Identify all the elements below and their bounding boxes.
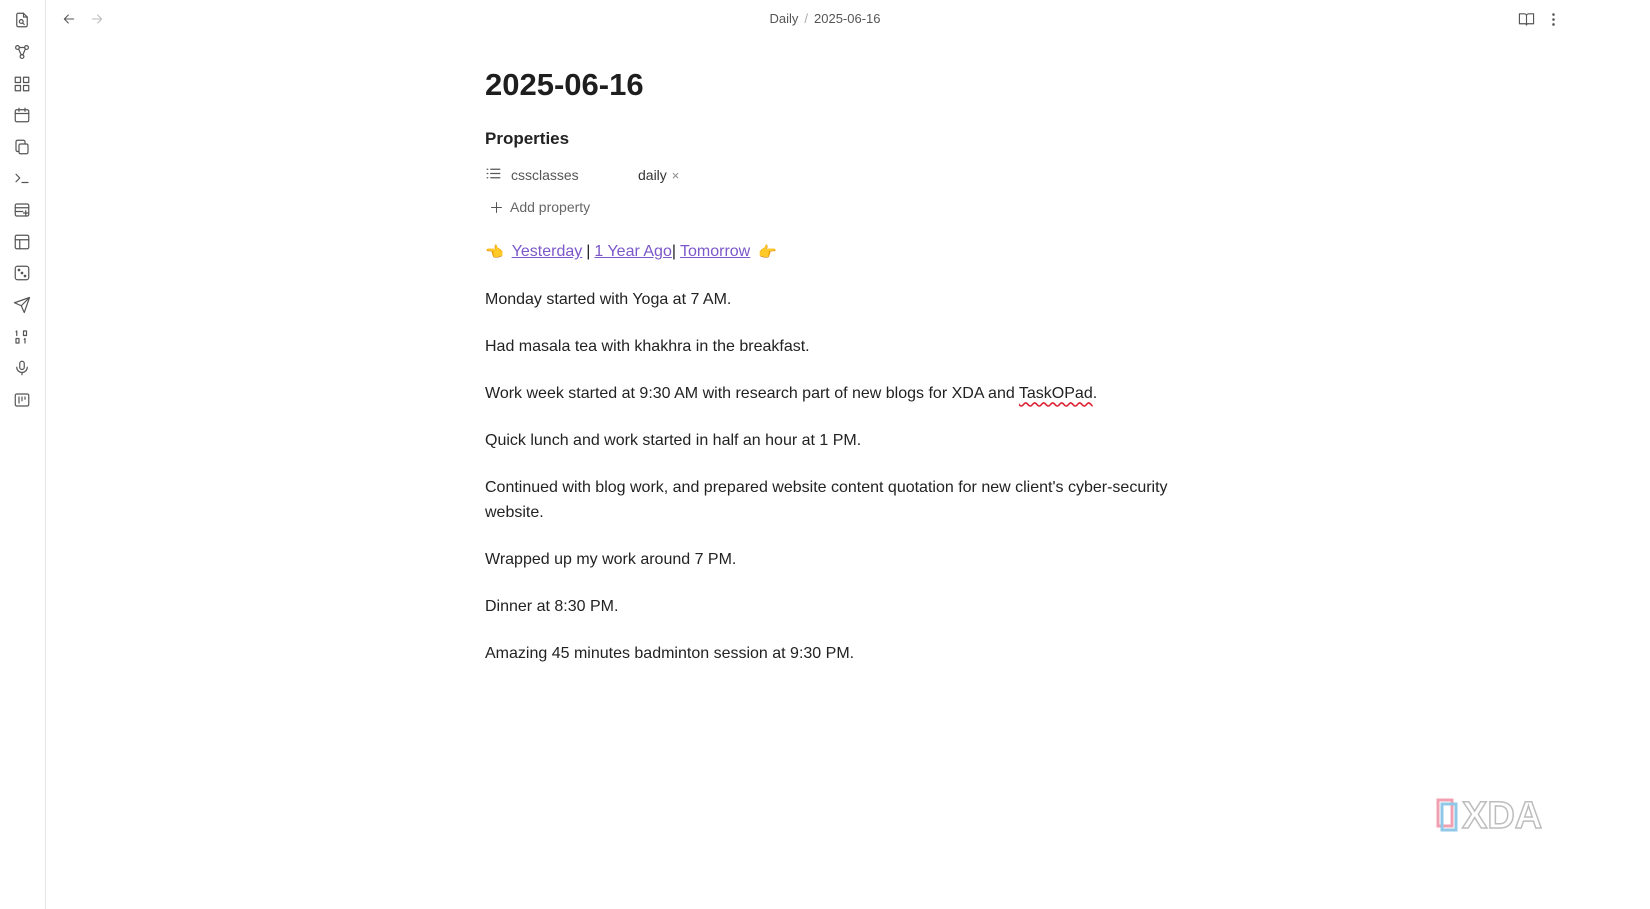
paragraph[interactable]: Wrapped up my work around 7 PM. (485, 551, 737, 569)
command-palette-icon[interactable] (12, 168, 32, 188)
graph-view-icon[interactable] (12, 42, 32, 62)
xda-watermark-logo (1432, 792, 1582, 840)
more-options-button[interactable] (1543, 9, 1563, 29)
templates-icon[interactable] (12, 137, 32, 157)
one-year-ago-link[interactable]: 1 Year Ago (594, 243, 672, 261)
list-icon (485, 165, 502, 185)
plus-icon (489, 200, 504, 215)
audio-recorder-icon[interactable] (12, 358, 32, 378)
paragraph[interactable]: Dinner at 8:30 PM. (485, 598, 619, 616)
paragraph[interactable] (485, 381, 1225, 406)
paragraph[interactable]: Quick lunch and work started in half an hour at 1 PM. (485, 432, 862, 450)
paragraph-text-end: . (1092, 385, 1098, 403)
link-separator: | (586, 243, 591, 261)
tomorrow-link[interactable]: Tomorrow (680, 243, 751, 261)
yesterday-link[interactable]: Yesterday (511, 243, 583, 261)
properties-heading[interactable]: Properties (485, 129, 570, 149)
publish-icon[interactable] (12, 295, 32, 315)
daily-nav-links (485, 243, 1225, 261)
open-quick-switcher-icon[interactable] (12, 10, 32, 30)
daily-notes-icon[interactable] (12, 105, 32, 125)
paragraph[interactable]: Monday started with Yoga at 7 AM. (485, 291, 732, 309)
note-editor[interactable] (485, 66, 1225, 666)
remove-value-icon[interactable]: × (671, 167, 680, 183)
paragraph[interactable]: Had masala tea with khakhra in the breakfast. (485, 338, 810, 356)
xda-watermark-text: XDA (1462, 795, 1543, 837)
note-title[interactable]: 2025-06-16 (485, 67, 644, 102)
breadcrumb-file[interactable]: 2025-06-16 (814, 11, 881, 26)
book-open-icon (1518, 11, 1535, 28)
breadcrumb (46, 11, 1650, 26)
reading-view-button[interactable] (1516, 9, 1536, 29)
misspelled-word[interactable]: TaskOPad (1018, 385, 1093, 403)
canvas-icon[interactable] (12, 74, 32, 94)
breadcrumb-separator: / (804, 11, 809, 26)
sort-icon[interactable] (12, 327, 32, 347)
property-key[interactable]: cssclasses (511, 167, 579, 184)
pointing-right-emoji: 👉 (758, 244, 777, 262)
kanban-icon[interactable] (12, 390, 32, 410)
paragraph[interactable]: Continued with blog work, and prepared website content quotation for new client's cyber-security website. (485, 479, 1168, 522)
layout-icon[interactable] (12, 232, 32, 252)
left-ribbon (0, 0, 46, 909)
property-value-pill[interactable]: daily (638, 167, 667, 184)
breadcrumb-folder[interactable]: Daily (769, 11, 799, 26)
link-separator: | (671, 243, 676, 261)
new-base-icon[interactable] (12, 200, 32, 220)
tab-header (46, 0, 1650, 38)
pointing-left-emoji: 👈 (485, 244, 504, 262)
paragraph-text: Work week started at 9:30 AM with research part of new blogs for XDA and (485, 385, 1019, 403)
paragraph[interactable]: Amazing 45 minutes badminton session at 9:30 PM. (485, 645, 855, 663)
add-property-button[interactable] (489, 199, 1225, 215)
random-note-icon[interactable] (12, 263, 32, 283)
add-property-label: Add property (510, 199, 591, 216)
more-vertical-icon (1545, 11, 1562, 28)
property-row-cssclasses (485, 163, 1225, 187)
